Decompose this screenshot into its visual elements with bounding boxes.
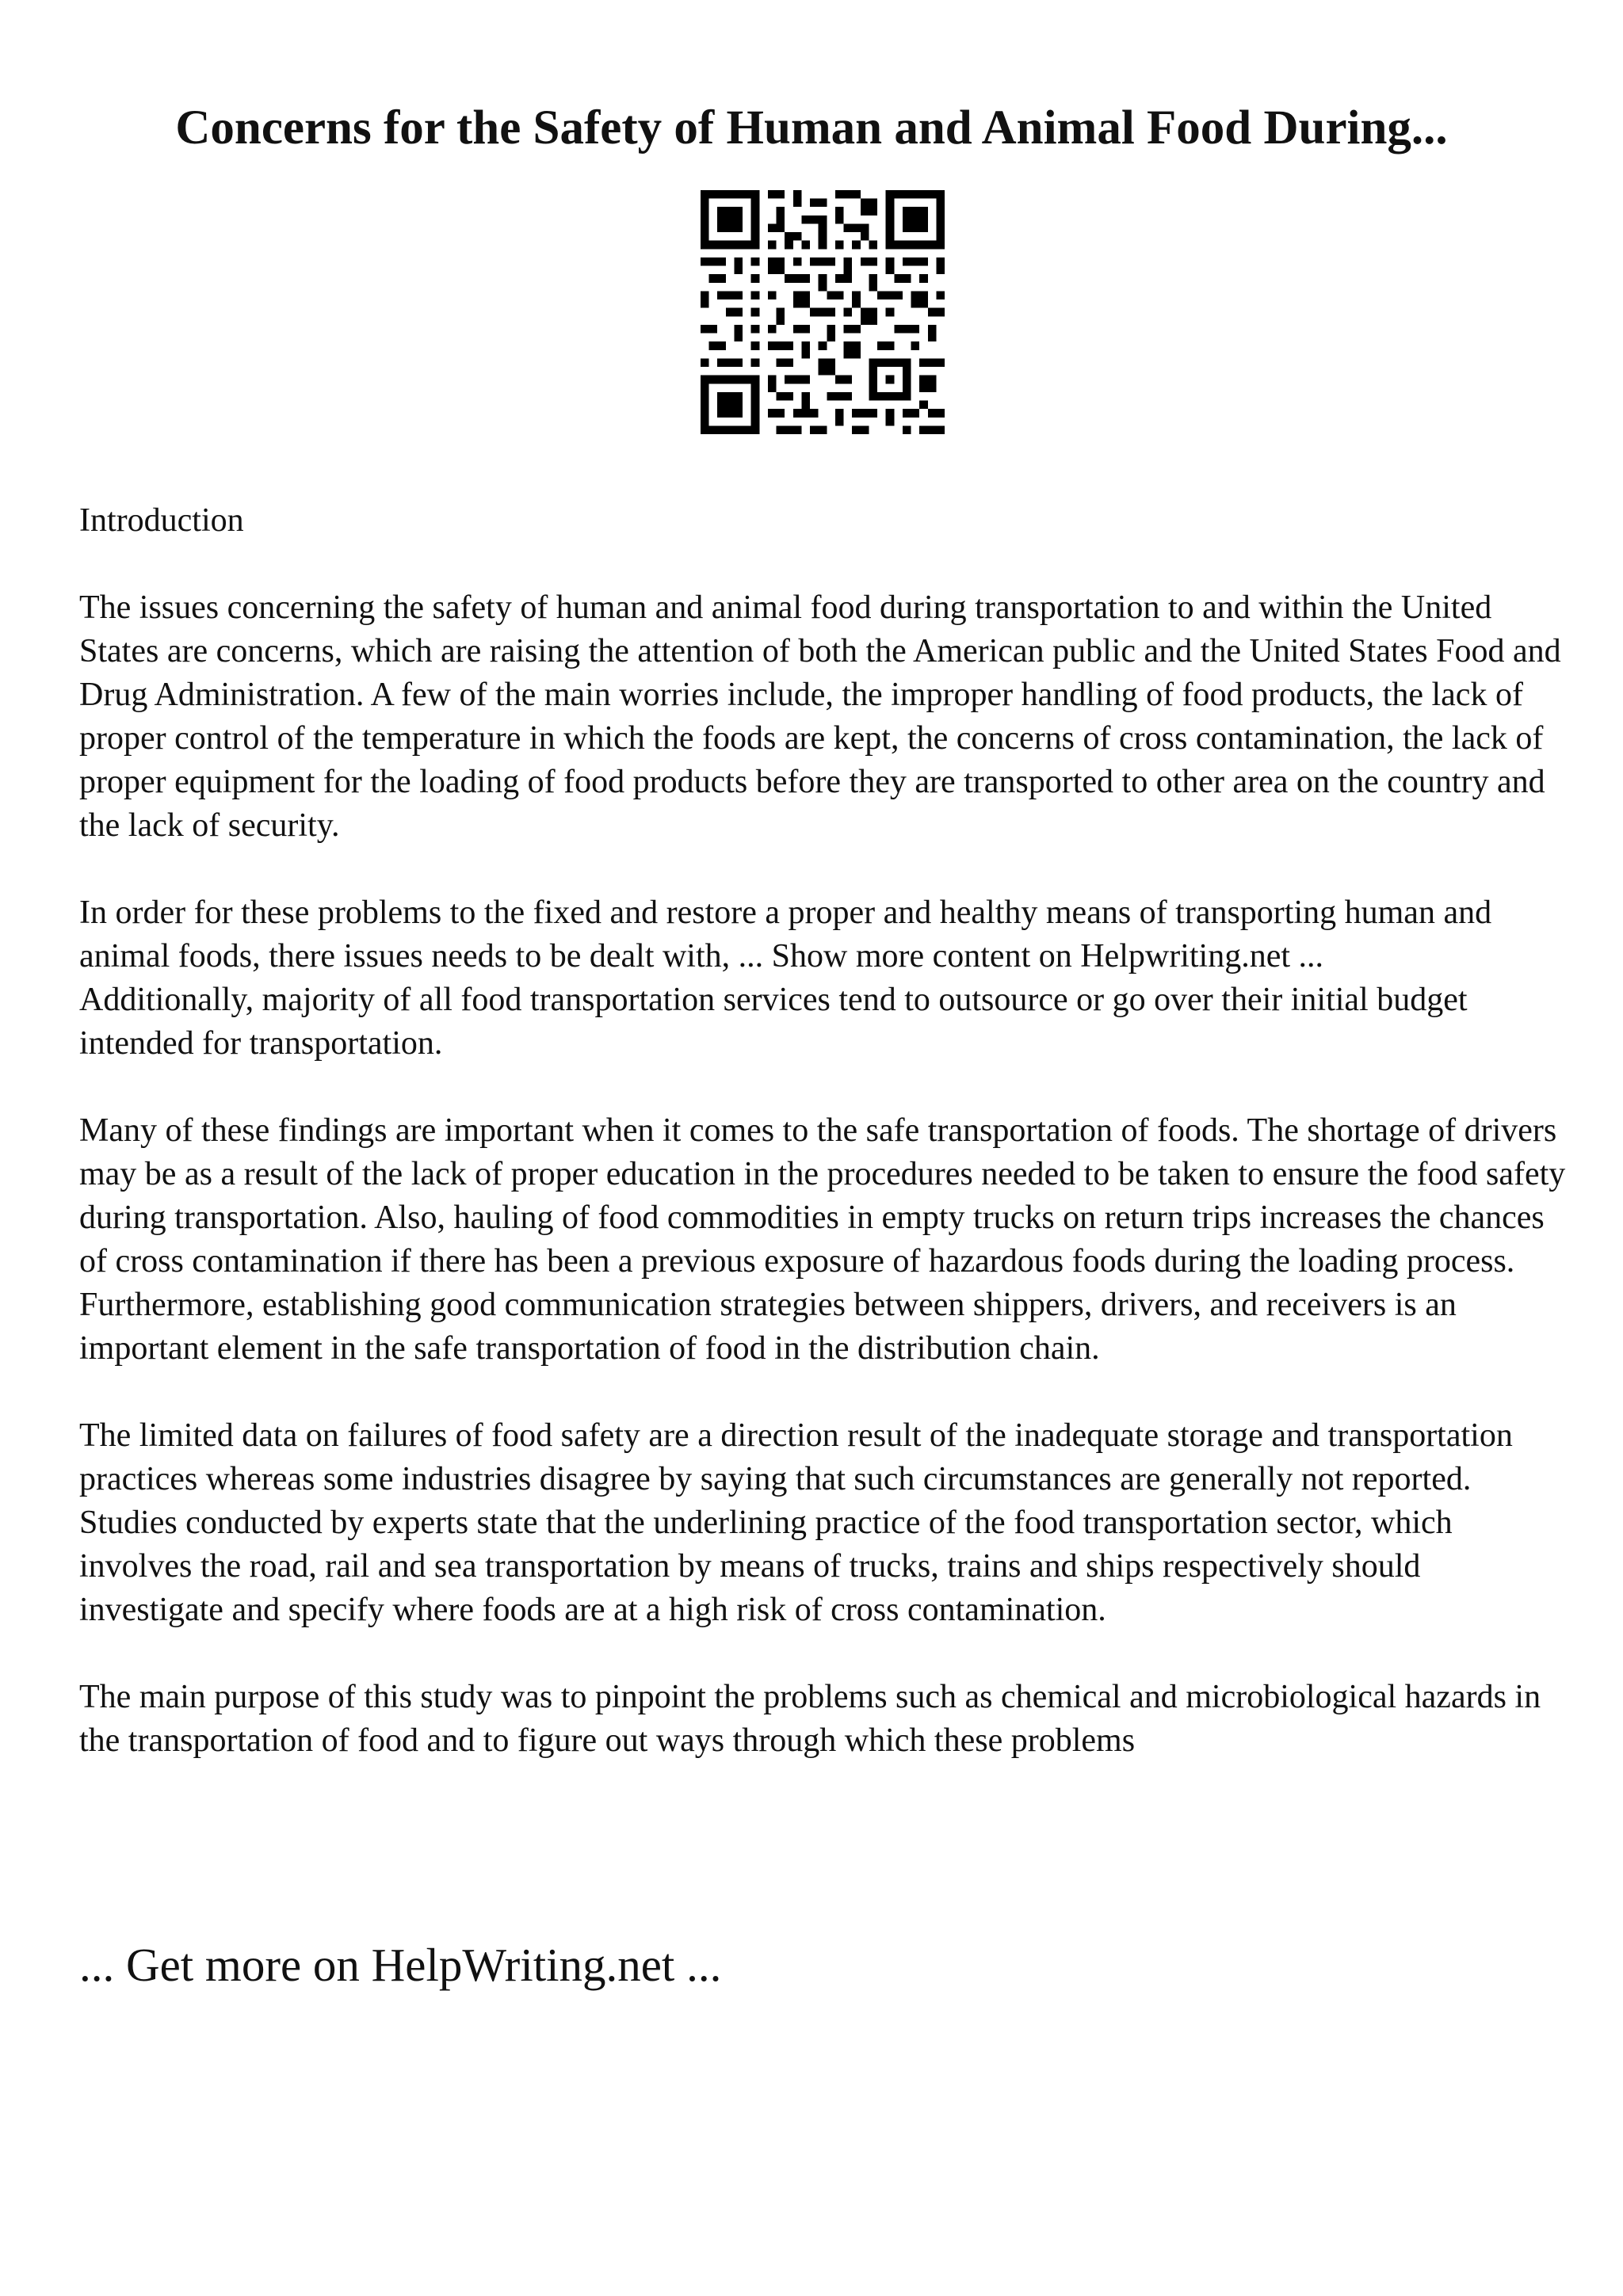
get-more-link[interactable]: ... Get more on HelpWriting.net ... [79,1939,722,1991]
paragraph: Many of these findings are important when it comes to the safe transportation of foods. The shortage of drivers may be as a result of the lack of proper education in the procedures needed to be taken to ensure the food safety during transportation. Also, hauling of food commodities in empty trucks on return trips increases the chances of cross contamination if there has been a previous exposure of hazardous foods during the loading process. Furthermore, establishing good communication strategies between shippers, drivers, and receivers is an important element in the safe transportation of food in the distribution chain. [79,1112,1566,1367]
paragraph: The main purpose of this study was to pinpoint the problems such as chemical and microbiological hazards in the transportation of food and to figure out ways through which these problems [79,1679,1541,1759]
paragraph: Additionally, majority of all food transportation services tend to outsource or go over their initial budget intended for transportation. [79,982,1468,1062]
document-body [79,499,1569,1806]
paragraph: The issues concerning the safety of human and animal food during transportation to and within the United States are concerns, which are raising the attention of both the American public and the United States Food and Drug Administration. A few of the main worries include, the improper handling of food products, the lack of proper control of the temperature in which the foods are kept, the concerns of cross contamination, the lack of proper equipment for the loading of food products before they are transported to other area on the country and the lack of security. [79,589,1561,844]
qr-code [701,190,945,434]
paragraph: In order for these problems to the fixed and restore a proper and healthy means of transporting human and animal foods, there issues needs to be dealt with, ... Show more content on Helpwriting.net ... [79,894,1492,974]
intro-heading: Introduction [79,502,244,539]
document-title: Concerns for the Safety of Human and Animal Food During... [175,101,1448,154]
paragraph: The limited data on failures of food safety are a direction result of the inadequate storage and transportation practices whereas some industries disagree by saying that such circumstances are generally not reported. Studies conducted by experts state that the underlining practice of the food transportation sector, which involves the road, rail and sea transportation by means of trucks, trains and ships respectively should investigate and specify where foods are at a high risk of cross contamination. [79,1417,1513,1628]
